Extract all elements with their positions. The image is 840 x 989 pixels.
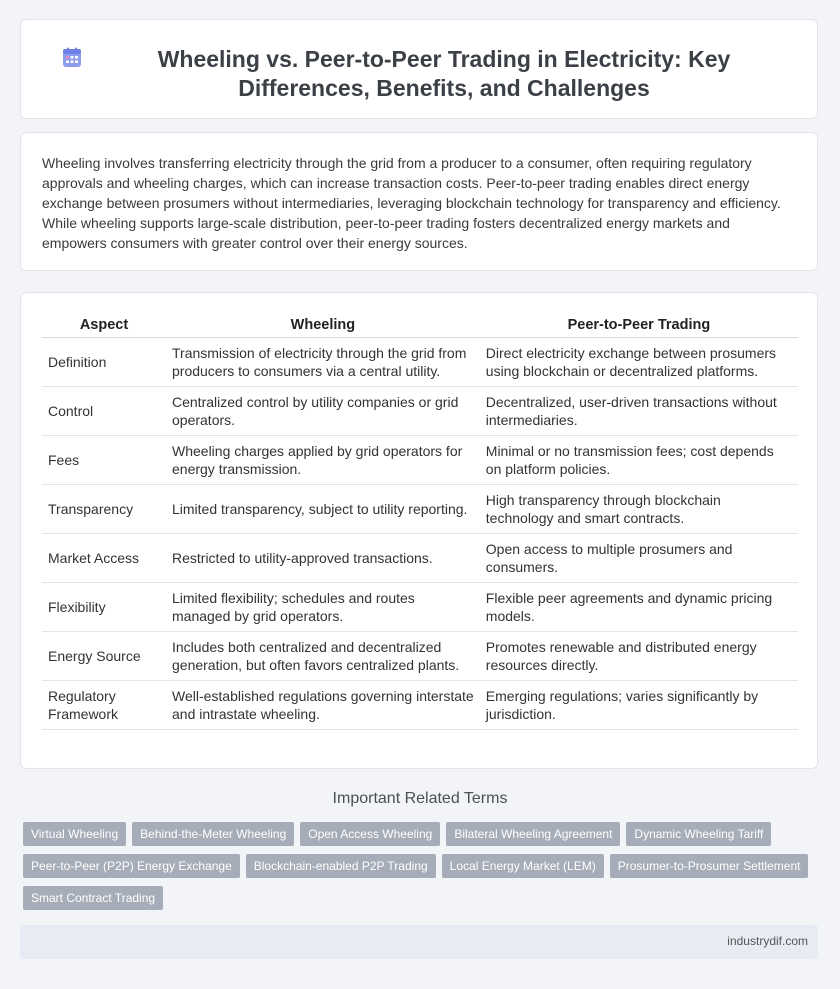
related-term-tag[interactable]: Dynamic Wheeling Tariff xyxy=(626,822,771,846)
footer xyxy=(20,925,818,959)
table-row xyxy=(42,485,798,534)
table-row xyxy=(42,338,798,387)
related-term-tag[interactable]: Bilateral Wheeling Agreement xyxy=(446,822,620,846)
related-terms-title: Important Related Terms xyxy=(332,790,508,807)
related-terms-list xyxy=(23,822,813,910)
row-p2p: Minimal or no transmission fees; cost depends on platform policies. xyxy=(480,436,798,485)
related-term-tag[interactable]: Blockchain-enabled P2P Trading xyxy=(246,854,436,878)
row-wheeling: Restricted to utility-approved transactions. xyxy=(166,534,480,583)
related-term-tag[interactable]: Local Energy Market (LEM) xyxy=(442,854,604,878)
row-aspect: Regulatory Framework xyxy=(42,681,166,730)
row-aspect: Flexibility xyxy=(42,583,166,632)
row-p2p: Decentralized, user-driven transactions without intermediaries. xyxy=(480,387,798,436)
header-aspect: Aspect xyxy=(42,313,166,338)
row-p2p: Promotes renewable and distributed energy resources directly. xyxy=(480,632,798,681)
table-row xyxy=(42,387,798,436)
related-term-tag[interactable]: Prosumer-to-Prosumer Settlement xyxy=(610,854,809,878)
row-wheeling: Well-established regulations governing interstate and intrastate wheeling. xyxy=(166,681,480,730)
title-card xyxy=(20,19,818,119)
related-term-tag[interactable]: Virtual Wheeling xyxy=(23,822,126,846)
page-title: Wheeling vs. Peer-to-Peer Trading in Electricity: Key Differences, Benefits, and Challenges xyxy=(157,46,731,101)
header-wheeling: Wheeling xyxy=(166,313,480,338)
related-term-tag[interactable]: Smart Contract Trading xyxy=(23,886,163,910)
row-wheeling: Centralized control by utility companies or grid operators. xyxy=(166,387,480,436)
row-aspect: Energy Source xyxy=(42,632,166,681)
table-row xyxy=(42,681,798,730)
table-row xyxy=(42,632,798,681)
row-p2p: Open access to multiple prosumers and consumers. xyxy=(480,534,798,583)
row-wheeling: Wheeling charges applied by grid operators for energy transmission. xyxy=(166,436,480,485)
row-aspect: Control xyxy=(42,387,166,436)
row-p2p: High transparency through blockchain technology and smart contracts. xyxy=(480,485,798,534)
row-aspect: Definition xyxy=(42,338,166,387)
intro-card xyxy=(20,132,818,271)
related-term-tag[interactable]: Behind-the-Meter Wheeling xyxy=(132,822,294,846)
row-p2p: Flexible peer agreements and dynamic pricing models. xyxy=(480,583,798,632)
related-term-tag[interactable]: Peer-to-Peer (P2P) Energy Exchange xyxy=(23,854,240,878)
row-wheeling: Includes both centralized and decentralized generation, but often favors centralized plants. xyxy=(166,632,480,681)
row-wheeling: Limited transparency, subject to utility reporting. xyxy=(166,485,480,534)
row-wheeling: Transmission of electricity through the grid from producers to consumers via a central utility. xyxy=(166,338,480,387)
row-aspect: Transparency xyxy=(42,485,166,534)
comparison-table-card xyxy=(20,292,818,769)
related-term-tag[interactable]: Open Access Wheeling xyxy=(300,822,440,846)
table-row xyxy=(42,534,798,583)
intro-paragraph: Wheeling involves transferring electricity through the grid from a producer to a consumer, often requiring regulatory approvals and wheeling charges, which can increase transaction costs. Peer-to-peer trading enables direct energy exchange between prosumers without intermediaries, leveraging blockchain technology for transparency and efficiency. While wheeling supports large-scale distribution, peer-to-peer trading fosters decentralized energy markets and empowers consumers with greater control over their energy sources. xyxy=(42,155,781,251)
header-p2p: Peer-to-Peer Trading xyxy=(480,313,798,338)
row-p2p: Emerging regulations; varies significantly by jurisdiction. xyxy=(480,681,798,730)
table-header-row xyxy=(42,313,798,338)
footer-site-link[interactable]: industrydif.com xyxy=(727,934,808,948)
row-wheeling: Limited flexibility; schedules and routes managed by grid operators. xyxy=(166,583,480,632)
table-row xyxy=(42,583,798,632)
row-p2p: Direct electricity exchange between prosumers using blockchain or decentralized platforms. xyxy=(480,338,798,387)
row-aspect: Market Access xyxy=(42,534,166,583)
table-row xyxy=(42,436,798,485)
row-aspect: Fees xyxy=(42,436,166,485)
comparison-table xyxy=(42,313,798,730)
